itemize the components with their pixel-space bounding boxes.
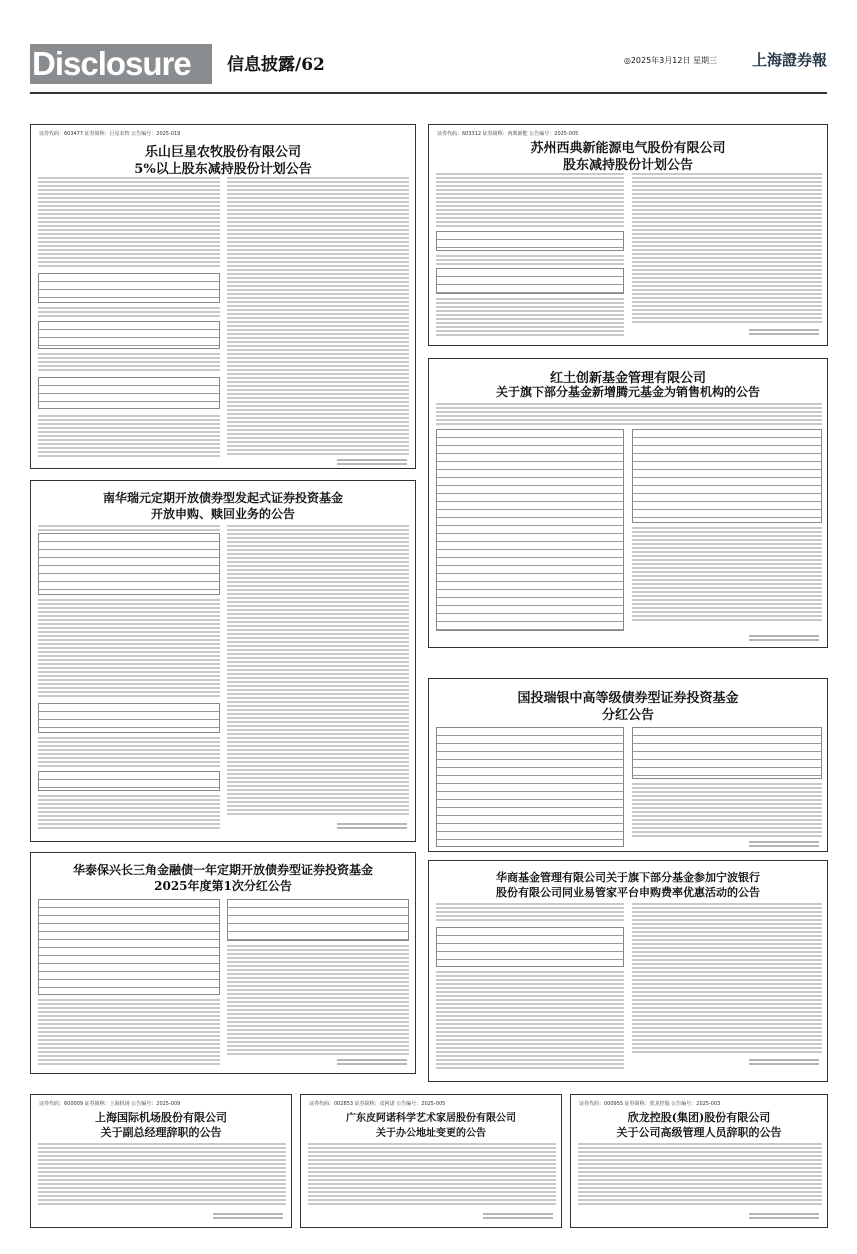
- body-text: [436, 403, 822, 425]
- notice-title-line1: 上海国际机场股份有限公司: [95, 1111, 227, 1124]
- body-text: [38, 599, 220, 699]
- notice-title-line2: 5%以上股东减持股份计划公告: [134, 162, 312, 177]
- notice-title-line1: 南华瑞元定期开放债券型发起式证券投资基金: [102, 491, 343, 505]
- body-text: [38, 353, 220, 373]
- page-header: [30, 38, 827, 90]
- notice-title-line2: 开放申购、赎回业务的公告: [150, 507, 295, 521]
- body-text: [38, 1143, 286, 1207]
- data-table: [436, 231, 624, 251]
- notice-title-line1: 苏州西典新能源电气股份有限公司: [530, 141, 726, 156]
- notice-code: 证券代码：600009 证券简称：上海机场 公告编号：2025-009: [39, 1101, 181, 1107]
- notice-huatai: [30, 852, 416, 1074]
- fee-table: [38, 703, 220, 733]
- notice-hongtu: [428, 358, 828, 648]
- body-text: [227, 945, 409, 1055]
- body-text: [308, 1143, 556, 1207]
- body-text: [38, 999, 220, 1065]
- body-text: [38, 415, 220, 459]
- notice-code: 证券代码：000955 证券简称：欣龙控股 公告编号：2025-003: [579, 1101, 721, 1107]
- notice-title-line2: 股份有限公司同业易管家平台申购费率优惠活动的公告: [496, 886, 760, 899]
- notice-title-line2: 分红公告: [601, 708, 654, 723]
- notice-xidian: [428, 124, 828, 346]
- body-text: [38, 525, 220, 531]
- signature-block: [213, 1213, 283, 1221]
- signature-block: [749, 329, 819, 337]
- fund-list-table: [632, 429, 822, 523]
- notice-leshan: [30, 124, 416, 469]
- signature-block: [337, 459, 407, 467]
- body-text: [38, 307, 220, 319]
- notice-code: 证券代码：603312 证券简称：西典新能 公告编号：2025-005: [437, 131, 579, 137]
- data-table: [436, 268, 624, 294]
- fund-list-table: [436, 429, 624, 631]
- section-title: 信息披露/62: [227, 55, 325, 75]
- body-text: [227, 177, 409, 455]
- notice-airport: [30, 1094, 292, 1228]
- body-text: [436, 173, 624, 227]
- notice-code: 证券代码：603477 证券简称：巨星农牧 公告编号：2025-019: [39, 131, 181, 137]
- notice-title-line1: 华泰保兴长三角金融债一年定期开放债券型证券投资基金: [72, 863, 373, 877]
- notice-title-line1: 欣龙控股(集团)股份有限公司: [627, 1111, 771, 1124]
- notice-guotou: [428, 678, 828, 852]
- notice-title-line1: 乐山巨星农牧股份有限公司: [144, 145, 301, 160]
- disclosure-logo: Disclosure: [30, 44, 212, 84]
- notice-title-line2: 关于公司高级管理人员辞职的公告: [616, 1126, 782, 1139]
- signature-block: [337, 823, 407, 831]
- newspaper-brand: 上海證券報: [751, 51, 827, 69]
- body-text: [436, 255, 624, 265]
- notice-nanhua: [30, 480, 416, 842]
- data-table: [38, 273, 220, 303]
- notice-title-line2: 2025年度第1次分红公告: [154, 879, 292, 893]
- data-table: [38, 377, 220, 409]
- body-text: [436, 298, 624, 338]
- signature-block: [749, 841, 819, 849]
- signature-block: [749, 1213, 819, 1221]
- notice-huashang: [428, 860, 828, 1082]
- notice-title-line1: 国投瑞银中高等级债券型证券投资基金: [517, 691, 739, 706]
- body-text: [38, 795, 220, 831]
- notice-xinlong: [570, 1094, 828, 1228]
- data-table: [38, 533, 220, 595]
- body-text: [632, 173, 822, 323]
- body-text: [632, 527, 822, 623]
- body-text: [436, 903, 624, 923]
- signature-block: [749, 635, 819, 643]
- body-text: [38, 737, 220, 767]
- dividend-table: [38, 899, 220, 995]
- notice-title-line1: 华商基金管理有限公司关于旗下部分基金参加宁波银行: [496, 871, 760, 884]
- body-text: [632, 783, 822, 837]
- fee-table: [38, 771, 220, 791]
- notice-title-line1: 广东皮阿诺科学艺术家居股份有限公司: [346, 1113, 516, 1124]
- notice-title-line2: 关于副总经理辞职的公告: [100, 1126, 222, 1139]
- signature-block: [483, 1213, 553, 1221]
- signature-block: [337, 1059, 407, 1067]
- signature-block: [749, 1059, 819, 1067]
- dividend-table: [436, 727, 624, 847]
- notice-title-line2: 股东减持股份计划公告: [562, 158, 693, 173]
- notice-title-line2: 关于办公地址变更的公告: [376, 1128, 486, 1139]
- issue-date: ◎2025年3月12日 星期三: [623, 56, 717, 65]
- body-text: [227, 525, 409, 815]
- header-rule: [30, 92, 827, 94]
- data-table: [38, 321, 220, 349]
- body-text: [632, 903, 822, 1053]
- dividend-table: [632, 727, 822, 779]
- body-text: [578, 1143, 822, 1207]
- notice-title-line2: 关于旗下部分基金新增腾元基金为销售机构的公告: [495, 385, 760, 399]
- body-text: [436, 971, 624, 1071]
- notice-title-line1: 红土创新基金管理有限公司: [549, 371, 706, 386]
- fund-list-table: [436, 927, 624, 967]
- body-text: [38, 177, 220, 269]
- notice-code: 证券代码：002853 证券简称：皮阿诺 公告编号：2025-005: [309, 1101, 446, 1107]
- notice-dinhao: [300, 1094, 562, 1228]
- dividend-table: [227, 899, 409, 941]
